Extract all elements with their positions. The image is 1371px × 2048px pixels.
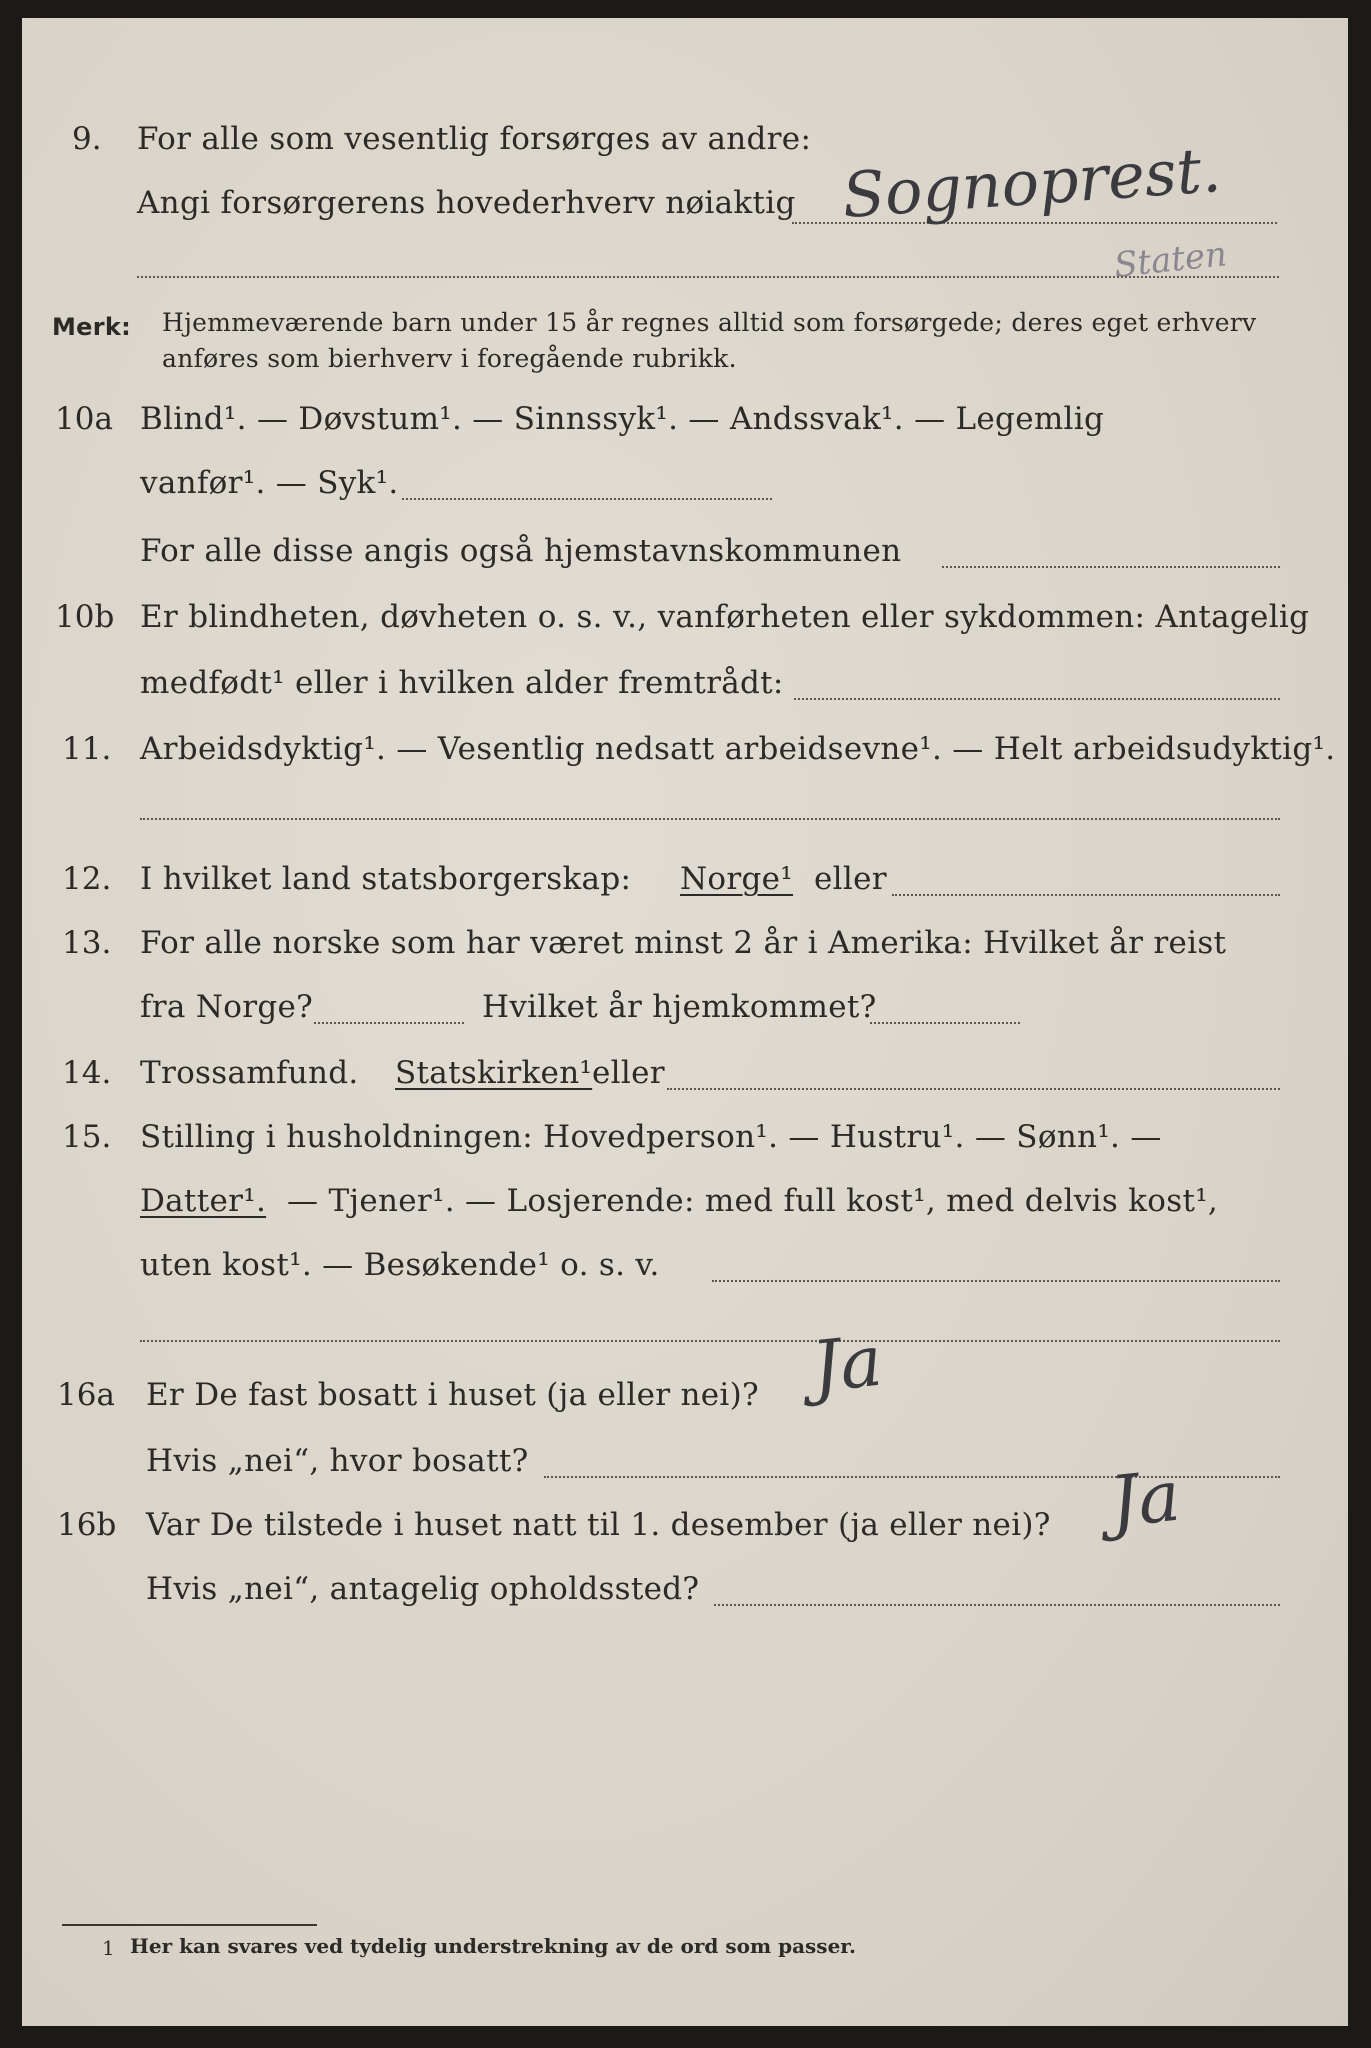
q10a-number: 10a bbox=[55, 401, 113, 437]
q10a-line3: For alle disse angis også hjemstavnskommunen bbox=[140, 533, 902, 569]
q9-number: 9. bbox=[72, 121, 102, 157]
q10b-line1: Er blindheten, døvheten o. s. v., vanførheten eller sykdommen: Antagelig bbox=[140, 599, 1310, 635]
q11-line1: Arbeidsdyktig¹. — Vesentlig nedsatt arbeidsevne¹. — Helt arbeidsudyktig¹. bbox=[140, 731, 1336, 767]
footnote-text: Her kan svares ved tydelig understrekning av de ord som passer. bbox=[130, 1934, 856, 1958]
q10a-hjemstavn-line bbox=[942, 566, 1280, 568]
q16a-line2: Hvis „nei“, hvor bosatt? bbox=[146, 1443, 529, 1479]
q13-reist-line bbox=[314, 1022, 464, 1024]
q9-extra-line bbox=[137, 276, 1279, 278]
q13-line2a: fra Norge? bbox=[140, 989, 314, 1025]
q16a-number: 16a bbox=[57, 1377, 115, 1413]
census-form-page bbox=[22, 18, 1348, 2026]
q10b-alder-line bbox=[794, 698, 1280, 700]
q14-number: 14. bbox=[62, 1055, 112, 1091]
q13-line2b: Hvilket år hjemkommet? bbox=[482, 989, 877, 1025]
q12-prefix: I hvilket land statsborgerskap: bbox=[140, 861, 632, 897]
q15-stilling-line bbox=[712, 1280, 1280, 1282]
merk-line1: Hjemmeværende barn under 15 år regnes alltid som forsørgede; deres eget erhverv bbox=[162, 308, 1257, 337]
q15-number: 15. bbox=[62, 1119, 112, 1155]
q12-land-line bbox=[892, 894, 1280, 896]
q16b-opholdssted-line bbox=[714, 1604, 1280, 1606]
q12-number: 12. bbox=[62, 861, 112, 897]
q12-norge-underlined: Norge¹ bbox=[680, 861, 794, 897]
q13-hjem-line bbox=[870, 1022, 1020, 1024]
q15-line2: — Tjener¹. — Losjerende: med full kost¹, med delvis kost¹, bbox=[287, 1183, 1219, 1219]
q9-line1: For alle som vesentlig forsørges av andre: bbox=[137, 121, 812, 157]
q9-handwritten-answer: Sognoprest. bbox=[839, 132, 1224, 233]
merk-line2: anføres som bierhverv i foregående rubrikk. bbox=[162, 344, 737, 373]
q14-trossamfund-line bbox=[667, 1088, 1280, 1090]
q14-suffix: eller bbox=[592, 1055, 665, 1091]
q11-number: 11. bbox=[62, 731, 112, 767]
q16b-line1: Var De tilstede i huset natt til 1. desember (ja eller nei)? bbox=[146, 1507, 1051, 1543]
footnote-rule bbox=[62, 1924, 317, 1926]
footnote-mark: 1 bbox=[102, 1936, 115, 1960]
q16a-line1: Er De fast bosatt i huset (ja eller nei)? bbox=[146, 1377, 759, 1413]
q16a-handwritten-answer: Ja bbox=[807, 1319, 886, 1409]
q15-extra-line bbox=[140, 1340, 1280, 1342]
q10b-number: 10b bbox=[55, 599, 115, 635]
q13-number: 13. bbox=[62, 925, 112, 961]
q10a-syk-line bbox=[402, 498, 772, 500]
q10a-line1: Blind¹. — Døvstum¹. — Sinnssyk¹. — Andssvak¹. — Legemlig bbox=[140, 401, 1105, 437]
q15-line1: Stilling i husholdningen: Hovedperson¹. — Hustru¹. — Sønn¹. — bbox=[140, 1119, 1162, 1155]
q12-suffix: eller bbox=[814, 861, 887, 897]
q16b-line2: Hvis „nei“, antagelig opholdssted? bbox=[146, 1571, 700, 1607]
q9-handwritten-note: Staten bbox=[1112, 234, 1229, 286]
q16b-number: 16b bbox=[57, 1507, 117, 1543]
q13-line1: For alle norske som har været minst 2 år i Amerika: Hvilket år reist bbox=[140, 925, 1227, 961]
q10a-line2: vanfør¹. — Syk¹. bbox=[140, 465, 399, 501]
q14-statskirken-underlined: Statskirken¹ bbox=[395, 1055, 593, 1091]
merk-label: Merk: bbox=[52, 313, 132, 341]
q14-prefix: Trossamfund. bbox=[140, 1055, 359, 1091]
q16b-handwritten-answer: Ja bbox=[1105, 1454, 1184, 1544]
q10b-line2: medfødt¹ eller i hvilken alder fremtrådt: bbox=[140, 665, 784, 701]
q11-extra-line bbox=[140, 818, 1280, 820]
q15-line3: uten kost¹. — Besøkende¹ o. s. v. bbox=[140, 1247, 660, 1283]
q15-datter-underlined: Datter¹. bbox=[140, 1183, 267, 1219]
q9-line2: Angi forsørgerens hovederhverv nøiaktig bbox=[137, 185, 796, 221]
